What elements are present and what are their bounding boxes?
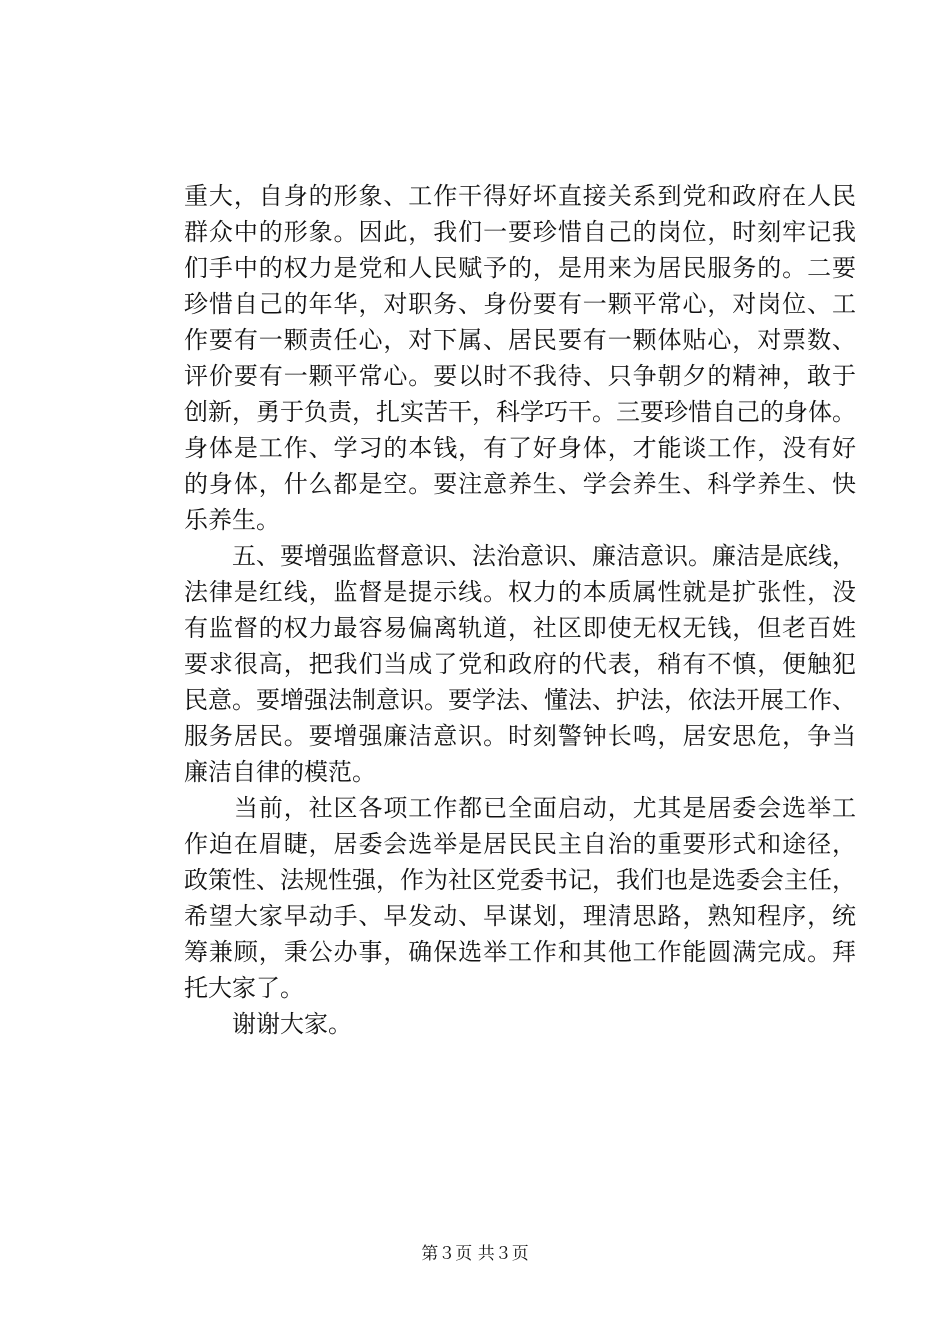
text-line: 群众中的形象。因此，我们一要珍惜自己的岗位，时刻牢记我: [184, 218, 856, 246]
page-number-footer: 第３页 共３页: [421, 1244, 529, 1264]
text-line: 们手中的权力是党和人民赋予的，是用来为居民服务的。二要: [184, 254, 856, 282]
text-line: 民意。要增强法制意识。要学法、懂法、护法，依法开展工作、: [184, 686, 856, 714]
text-line: 有监督的权力最容易偏离轨道，社区即使无权无钱，但老百姓: [184, 614, 856, 642]
text-line: 谢谢大家。: [184, 1010, 352, 1038]
text-line: 的身体，什么都是空。要注意养生、学会养生、科学养生、快: [184, 470, 856, 498]
text-line: 希望大家早动手、早发动、早谋划，理清思路，熟知程序，统: [184, 902, 856, 930]
paragraph: [184, 538, 856, 790]
text-line: 政策性、法规性强，作为社区党委书记，我们也是选委会主任，: [184, 866, 856, 894]
text-line: 作要有一颗责任心，对下属、居民要有一颗体贴心，对票数、: [184, 326, 856, 354]
paragraph: [184, 790, 856, 1006]
text-line: 作迫在眉睫，居委会选举是居民民主自治的重要形式和途径，: [184, 830, 856, 858]
text-line: 珍惜自己的年华，对职务、身份要有一颗平常心，对岗位、工: [184, 290, 856, 318]
paragraph: [184, 1006, 856, 1042]
text-line: 创新，勇于负责，扎实苦干，科学巧干。三要珍惜自己的身体。: [184, 398, 856, 426]
text-line: 乐养生。: [184, 506, 280, 534]
text-line: 重大，自身的形象、工作干得好坏直接关系到党和政府在人民: [184, 182, 856, 210]
document-body: [184, 178, 856, 1042]
text-line: 法律是红线，监督是提示线。权力的本质属性就是扩张性，没: [184, 578, 856, 606]
text-line: 当前，社区各项工作都已全面启动，尤其是居委会选举工: [184, 794, 856, 822]
text-line: 要求很高，把我们当成了党和政府的代表，稍有不慎，便触犯: [184, 650, 856, 678]
text-line: 廉洁自律的模范。: [184, 758, 376, 786]
text-line: 五、要增强监督意识、法治意识、廉洁意识。廉洁是底线，: [184, 542, 856, 570]
text-line: 筹兼顾，秉公办事，确保选举工作和其他工作能圆满完成。拜: [184, 938, 856, 966]
paragraph: [184, 178, 856, 538]
text-line: 身体是工作、学习的本钱，有了好身体，才能谈工作，没有好: [184, 434, 856, 462]
text-line: 服务居民。要增强廉洁意识。时刻警钟长鸣，居安思危，争当: [184, 722, 856, 750]
text-line: 托大家了。: [184, 974, 304, 1002]
text-line: 评价要有一颗平常心。要以时不我待、只争朝夕的精神，敢于: [184, 362, 856, 390]
